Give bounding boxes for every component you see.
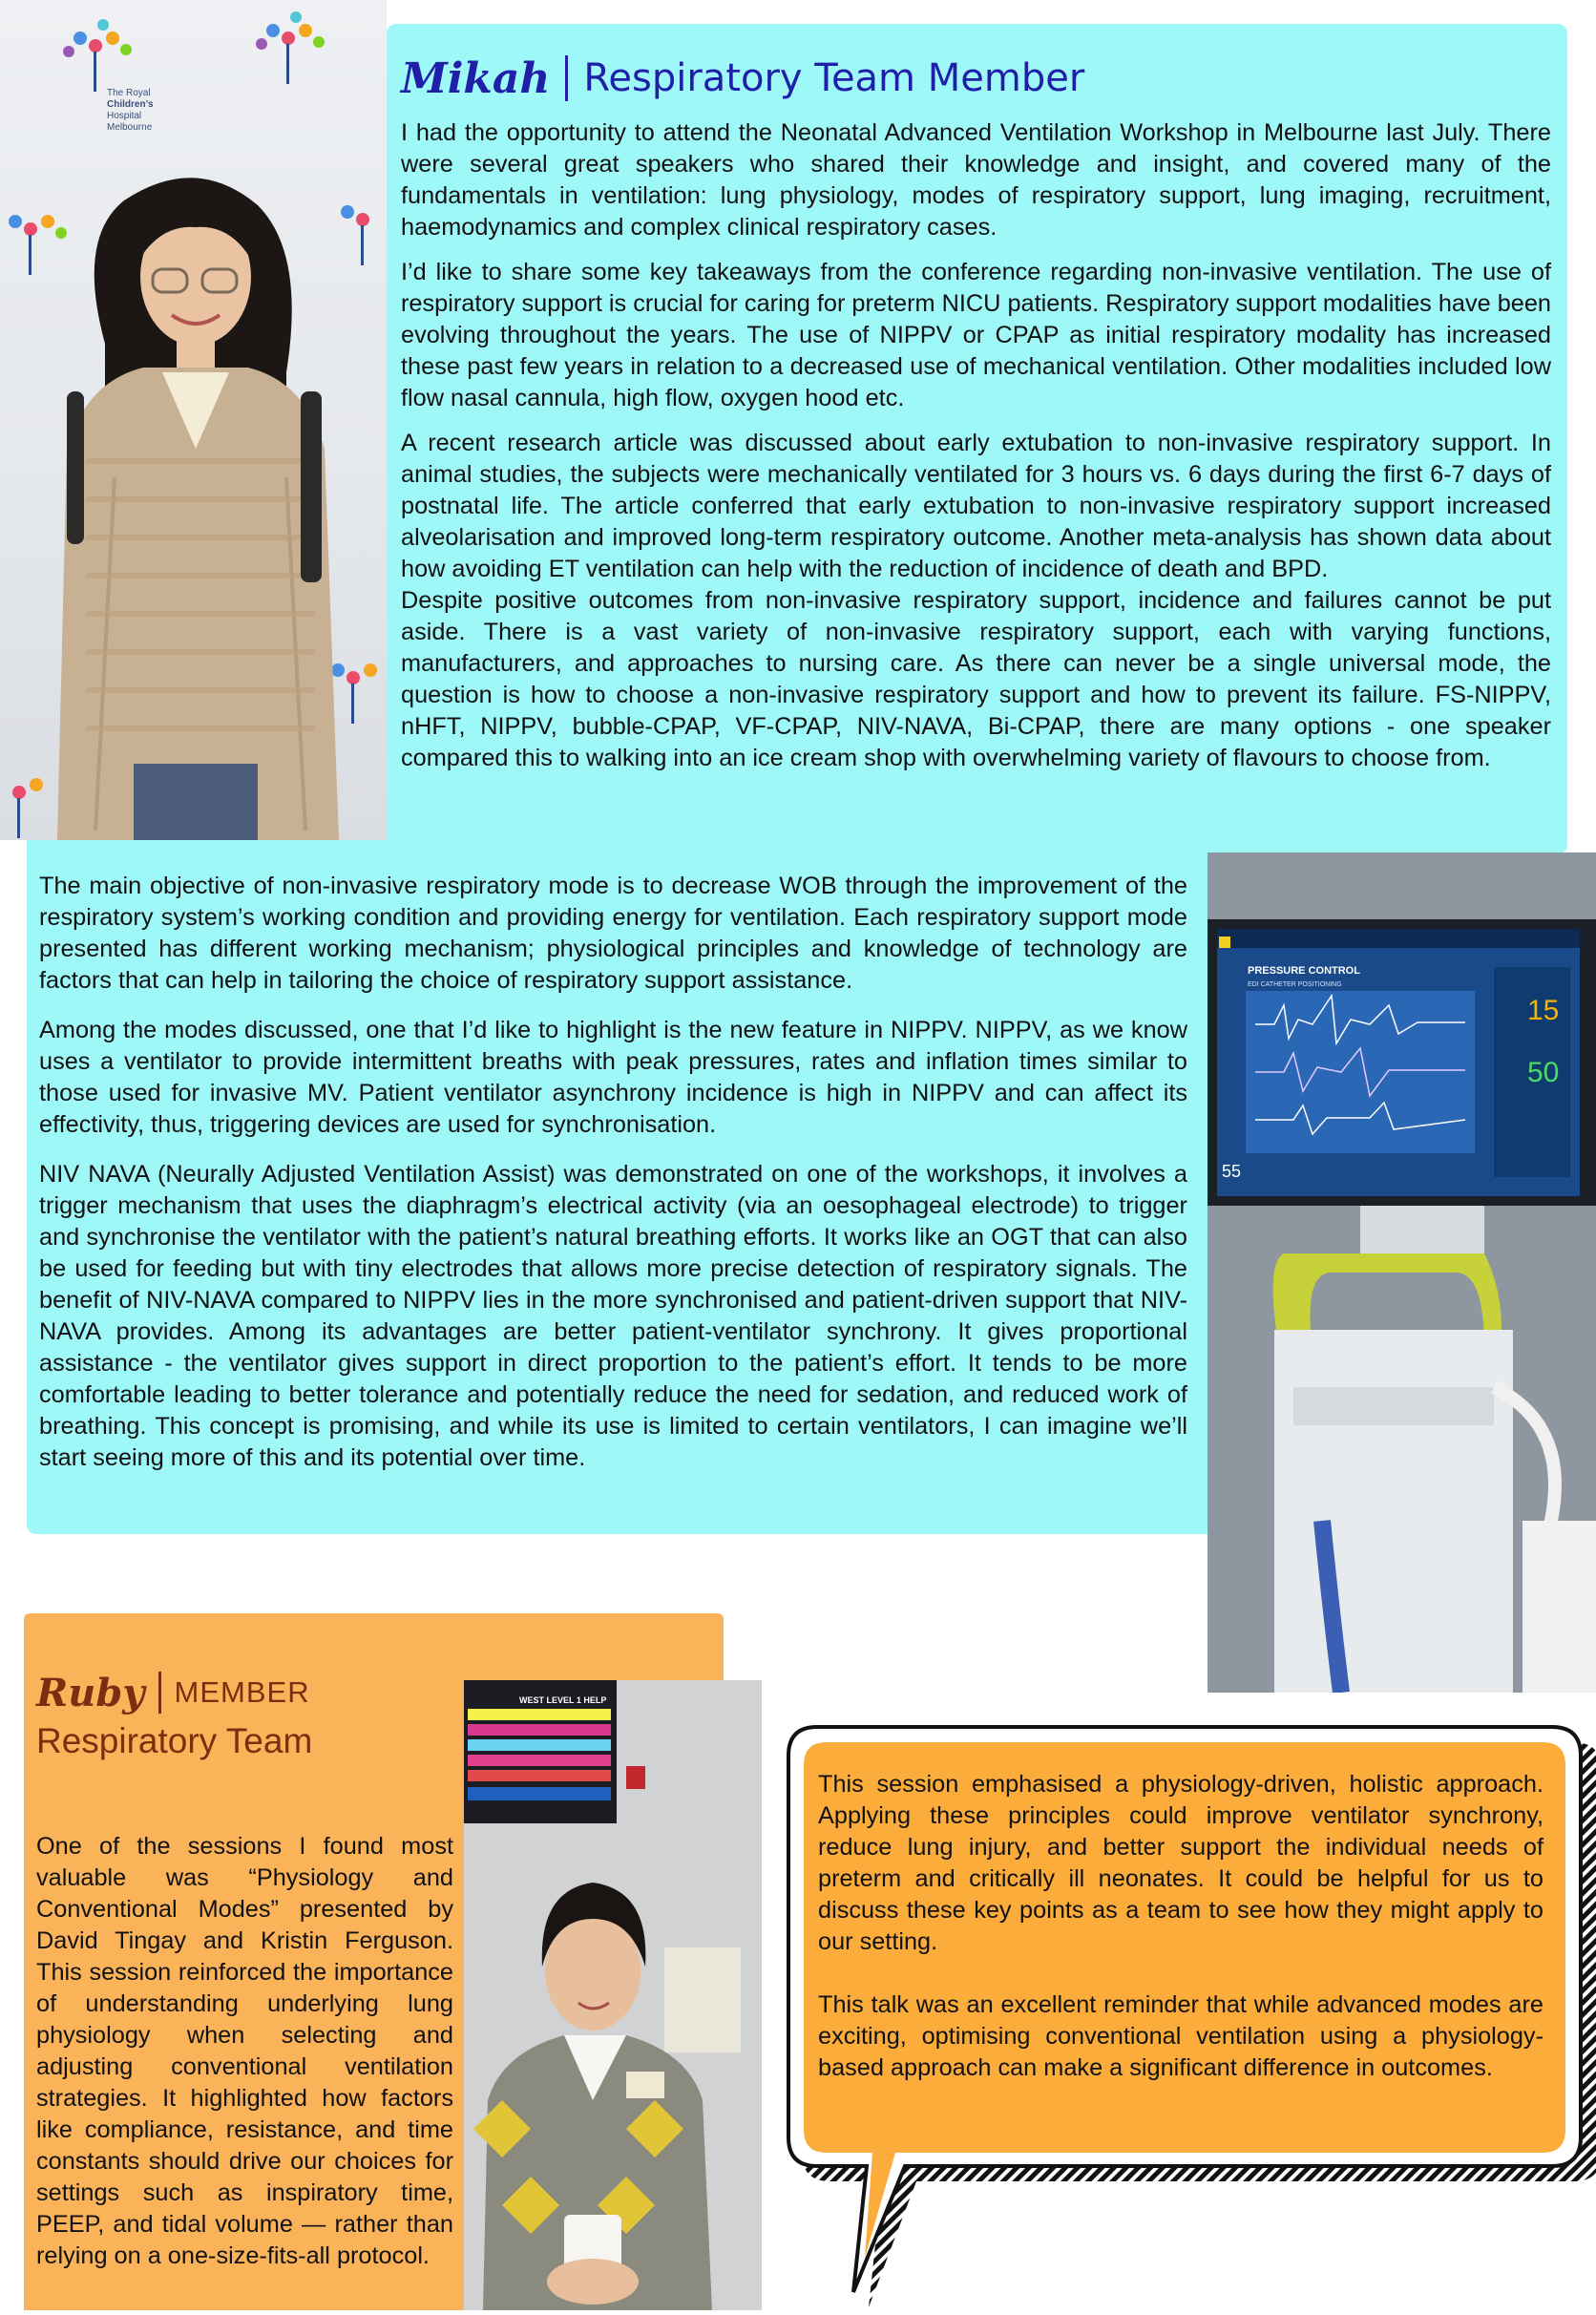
svg-text:The Royal: The Royal	[107, 88, 151, 98]
ruby-member-label: MEMBER	[174, 1675, 310, 1709]
ventilator-photo	[1208, 852, 1596, 1693]
ruby-paragraph: One of the sessions I found most valuable was “Physiology and Conventional Modes” presented by David Tingay and Kristin Ferguson. This session reinforced the importance of understanding underlying lung physiology when selecting and adjusting conventional ventilation strategies. It highlighted how factors like compliance, resistance, and time constants should drive our choices for settings such as inspiratory time, PEEP, and tidal volume — rather than relying on a one-size-fits-all protocol.	[36, 1833, 453, 2269]
mikah-paragraph: I’d like to share some key takeaways from the conference regarding non-invasive ventilation. The use of respiratory support is crucial for caring for preterm NICU patients. Respiratory support modalities have been evolving throughout the years. The use of NIPPV or CPAP as initial respiratory modality has increased these past few years in relation to a decreased use of mechanical ventilation. Other modalities included low flow nasal cannula, high flow, oxygen hood etc.	[401, 259, 1551, 411]
svg-text:55: 55	[1222, 1162, 1242, 1181]
ruby-heading	[36, 1666, 312, 1761]
svg-text:WEST LEVEL 1 HELP: WEST LEVEL 1 HELP	[519, 1695, 607, 1705]
mikah-paragraph: I had the opportunity to attend the Neonatal Advanced Ventilation Workshop in Melbourne last July. There were several great speakers who shared their knowledge and insight, and covered many of the fundamentals in ventilation: lung physiology, modes of respiratory support, lung imaging, recruitment, haemodynamics and complex clinical respiratory cases.	[401, 119, 1551, 241]
svg-text:PRESSURE CONTROL: PRESSURE CONTROL	[1248, 965, 1360, 977]
mikah-paragraph: Among the modes discussed, one that I’d like to highlight is the new feature in NIPPV. NIPPV, as we know uses a ventilator to provide intermittent breaths with peak pressures, rates and inflation times similar to those used for invasive MV. Patient ventilator asynchrony incidence is high in NIPPV and can affect its effectivity, thus, triggering devices are used for synchronisation.	[39, 1017, 1187, 1138]
heading-divider	[565, 55, 568, 101]
svg-text:Melbourne: Melbourne	[107, 122, 153, 133]
ruby-photo	[464, 1680, 762, 2310]
mikah-name: Mikah	[401, 53, 551, 103]
mikah-paragraph: A recent research article was discussed about early extubation to non-invasive respiratory support. In animal studies, the subjects were mechanically ventilated for 3 hours vs. 6 days during the first 6-7 days of postnatal life. The article conferred that early extubation to non-invasive respiratory support increased alveolarisation and improved long-term respiratory outcome. Another meta-analysis has shown data about how avoiding ET ventilation can help with the reduction of incidence of death and BPD.	[401, 430, 1551, 582]
mikah-paragraph: The main objective of non-invasive respiratory mode is to decrease WOB through the improvement of the respiratory system’s working condition and providing energy for ventilation. Each respiratory support mode presented has different working mechanism; physiological principles and knowledge of technology are factors that can help in tailoring the choice of respiratory support assistance.	[39, 873, 1187, 994]
bubble-paragraph: This talk was an excellent reminder that while advanced modes are exciting, optimising conventional ventilation using a physiology-based approach can make a significant difference in outcomes.	[818, 1991, 1544, 2081]
hospital-logo-icon	[63, 19, 132, 92]
svg-text:Hospital: Hospital	[107, 111, 142, 121]
svg-text:EDI CATHETER POSITIONING: EDI CATHETER POSITIONING	[1248, 981, 1342, 988]
mikah-paragraph: NIV NAVA (Neurally Adjusted Ventilation Assist) was demonstrated on one of the workshops, it involves a trigger mechanism that uses the diaphragm’s electrical activity (via an oesophageal electrode) to trigger and synchronise the ventilator with the patient’s natural breathing efforts. It works like an OGT that can also be used for feeding but with tiny electrodes that allows more precise detection of respiratory signals. The benefit of NIV-NAVA compared to NIPPV lies in the more synchronised and patient-driven support that NIV-NAVA provides. Among its advantages are better patient-ventilator synchrony. It gives proportional assistance - the ventilator gives support in direct proportion to the patient’s effort. It tends to be more comfortable leading to better tolerance and potentially reduce the need for sedation, and reduced work of breathing. This concept is promising, and while its use is limited to certain ventilators, I can imagine we’ll start seeing more of this and its potential over time.	[39, 1161, 1187, 1471]
mikah-photo	[0, 0, 387, 840]
bubble-text	[818, 1769, 1544, 2115]
heading-divider	[158, 1672, 161, 1714]
ruby-team-label: Respiratory Team	[36, 1721, 313, 1760]
svg-text:50: 50	[1527, 1057, 1560, 1088]
ruby-article	[36, 1831, 453, 2272]
ruby-name: Ruby	[36, 1670, 145, 1715]
mikah-article-bottom	[39, 871, 1187, 1492]
mikah-heading	[401, 50, 1084, 107]
mikah-role: Respiratory Team Member	[583, 56, 1085, 100]
mikah-paragraph: Despite positive outcomes from non-invasive respiratory support, incidence and failures cannot be put aside. There is a vast variety of non-invasive respiratory support, each with varying functions, manufacturers, and approaches to nursing care. As there can never be a single universal mode, the question is how to choose a non-invasive respiratory support and how to prevent its failure. FS-NIPPV, nHFT, NIPPV, bubble-CPAP, VF-CPAP, NIV-NAVA, Bi-CPAP, there are many options - one speaker compared this to walking into an ice cream shop with overwhelming variety of flavours to choose from.	[401, 587, 1551, 771]
mikah-article-top	[401, 117, 1551, 788]
bubble-paragraph: This session emphasised a physiology-driven, holistic approach. Applying these principles could improve ventilator synchrony, reduce lung injury, and better support the individual needs of preterm and critically ill neonates. It could be helpful for us to discuss these key points as a team to see how they might apply to our setting.	[818, 1771, 1544, 1955]
svg-text:Children’s: Children’s	[107, 99, 154, 110]
svg-text:15: 15	[1527, 995, 1560, 1026]
